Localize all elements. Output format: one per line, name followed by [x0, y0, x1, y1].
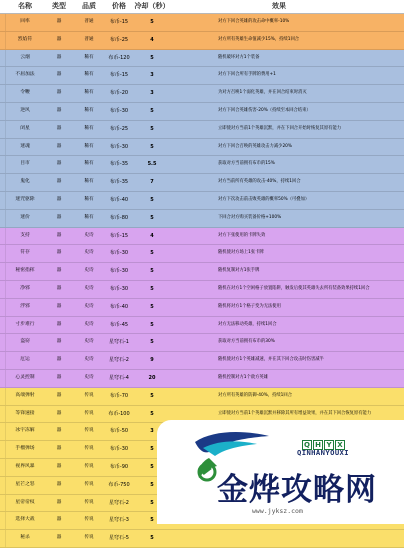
item-quality: 稀有 — [84, 72, 94, 78]
table-row — [0, 334, 404, 352]
item-quality: 传说 — [84, 535, 94, 541]
item-cooldown: 3 — [150, 428, 154, 435]
item-cooldown: 5 — [150, 250, 154, 257]
item-cooldown: 3 — [150, 72, 154, 79]
item-type: 器 — [56, 374, 62, 380]
item-type: 器 — [56, 250, 62, 256]
item-quality: 稀有 — [84, 125, 94, 131]
table-row — [0, 299, 404, 317]
item-type: 器 — [56, 107, 62, 113]
item-effect: 对方下回合所有手牌的费用+1 — [218, 72, 276, 78]
item-price: 布币-25 — [109, 125, 129, 132]
item-name: 逆风 — [20, 107, 30, 113]
item-effect: 随机破坏对方1个装备 — [218, 54, 260, 60]
item-name: 浮邪 — [20, 303, 30, 309]
item-name: 烈焰符 — [17, 36, 33, 42]
item-quality: 传说 — [84, 428, 94, 434]
item-name: 鬼化 — [20, 179, 30, 185]
item-quality: 传说 — [84, 499, 94, 505]
item-effect: 为对方召唤1个弱化英雄，并在回合结束时消灭 — [218, 90, 307, 96]
item-type: 器 — [56, 143, 62, 149]
item-quality: 稀有 — [84, 107, 94, 113]
item-quality: 稀有 — [84, 179, 94, 185]
item-effect: 对方无法移动英雄，持续1回合 — [218, 321, 277, 327]
item-name: 目市 — [20, 161, 30, 167]
item-name: 支持 — [20, 232, 30, 238]
item-effect — [212, 530, 404, 547]
item-price: 布币-30 — [109, 268, 129, 275]
item-type: 器 — [56, 72, 62, 78]
item-cooldown: 5 — [150, 392, 154, 399]
item-cooldown: 5 — [150, 517, 154, 524]
watermark-tag: Q H Y X — [302, 432, 372, 444]
table-row — [0, 174, 404, 192]
item-type: 器 — [56, 179, 62, 185]
item-name: 心灵控制 — [15, 374, 35, 380]
item-price: 布币-15 — [109, 232, 129, 239]
item-quality: 传说 — [84, 463, 94, 469]
item-effect: 对方所有英雄的防御-40%，持续1回合 — [218, 392, 292, 398]
table-row — [0, 210, 404, 228]
header-type: 类型 — [52, 2, 66, 10]
watermark-title: 金烨攻略网 — [217, 472, 377, 508]
item-quality: 稀有 — [84, 214, 94, 220]
item-type: 器 — [56, 36, 62, 42]
item-price: 星穹石-3 — [109, 517, 129, 524]
table-row — [0, 14, 404, 32]
item-cooldown: 5 — [150, 303, 154, 310]
item-type: 器 — [56, 463, 62, 469]
item-name: 手榴弹场 — [15, 446, 35, 452]
item-quality: 稀有 — [84, 196, 94, 202]
item-name: 选择大战 — [15, 517, 35, 523]
table-row — [0, 32, 404, 50]
item-quality: 史诗 — [84, 374, 94, 380]
item-effect: 下回合对方购买装备价格+100% — [218, 214, 282, 220]
item-price: 星穹石-5 — [109, 535, 129, 542]
item-effect: 随机控制对方1个敌方英雄 — [218, 374, 268, 380]
item-type: 器 — [56, 285, 62, 291]
item-price: 布币-30 — [109, 143, 129, 150]
item-name: 高端弹射 — [15, 392, 35, 398]
item-type: 器 — [56, 428, 62, 434]
item-effect: 对方下张使用的卡牌失效 — [218, 232, 266, 238]
item-price: 布币-30 — [109, 285, 129, 292]
item-cooldown: 5 — [150, 463, 154, 470]
item-price: 布币-35 — [109, 161, 129, 168]
watermark-subtitle: QINHANYOUXI — [297, 448, 349, 457]
item-cooldown: 5 — [150, 285, 154, 292]
item-price: 布币-120 — [108, 54, 130, 61]
item-cooldown: 5 — [150, 446, 154, 453]
item-cooldown: 4 — [150, 36, 154, 43]
item-name: 令鞭 — [20, 90, 30, 96]
item-cooldown: 20 — [148, 374, 156, 381]
item-quality: 传说 — [84, 517, 94, 523]
item-name: 星芒之怒 — [15, 481, 35, 487]
item-name: 闭星 — [20, 125, 30, 131]
item-type: 器 — [56, 232, 62, 238]
table-row — [0, 85, 404, 103]
item-effect: 对方下次攻击前击败英雄的概率50%（可叠加） — [218, 196, 310, 202]
item-name: 不屈加法 — [15, 72, 35, 78]
table-row — [0, 67, 404, 85]
item-price: 布币-70 — [109, 392, 129, 399]
item-quality: 史诗 — [84, 357, 94, 363]
item-price: 布币-90 — [109, 463, 129, 470]
table-row — [0, 156, 404, 174]
item-cooldown: 5 — [150, 499, 154, 506]
table-row — [0, 263, 404, 281]
table-row — [0, 317, 404, 335]
item-quality: 传说 — [84, 481, 94, 487]
item-price: 布币-80 — [109, 214, 129, 221]
item-name: 迷魂 — [20, 143, 30, 149]
item-name: 迷咒驱除 — [15, 196, 35, 202]
item-price: 布币-35 — [109, 179, 129, 186]
item-cooldown: 5 — [150, 481, 154, 488]
item-type: 器 — [56, 481, 62, 487]
table-row — [0, 530, 404, 548]
item-cooldown: 5 — [150, 268, 154, 275]
item-name: 符存 — [20, 250, 30, 256]
table-row — [0, 352, 404, 370]
item-quality: 史诗 — [84, 321, 94, 327]
item-price: 布币-25 — [109, 36, 129, 43]
item-type: 器 — [56, 161, 62, 167]
item-effect: 对方下回合英雄的攻击命中概率-10% — [218, 19, 290, 24]
item-quality: 稀有 — [84, 90, 94, 96]
item-name: 回率 — [20, 19, 30, 24]
header-cooldown: 冷却（秒） — [134, 2, 170, 10]
item-type: 器 — [56, 125, 62, 131]
item-cooldown: 5 — [150, 410, 154, 417]
item-effect: 随机复制对方1张手牌 — [218, 268, 260, 274]
item-type: 器 — [56, 321, 62, 327]
table-row — [0, 103, 404, 121]
item-cooldown: 5 — [150, 339, 154, 346]
item-name: 迷价 — [20, 214, 30, 220]
item-effect: 获取对方当前拥有布币的30% — [218, 339, 275, 345]
table-row — [0, 228, 404, 246]
header-price: 价格 — [112, 2, 126, 10]
item-price: 布币-15 — [109, 19, 129, 25]
item-effect: 对方当前所有英雄的攻击-40%，持续1回合 — [218, 179, 301, 185]
item-name: 秘密指挥 — [15, 268, 35, 274]
item-price: 布币-30 — [109, 107, 129, 114]
item-effect: 随机使对方场上1张卡牌 — [218, 250, 264, 256]
item-price: 布币-100 — [108, 410, 130, 417]
watermark-url: www.jyksz.com — [252, 507, 303, 515]
item-effect: 对方下回合召唤的英雄攻击力减少20% — [218, 143, 293, 149]
table-row — [0, 388, 404, 406]
item-effect: 随机在对方1个空闲格子放置陷阱，触发后使其英雄失去所有装备效果持续1回合 — [218, 285, 370, 291]
item-cooldown: 7 — [150, 179, 154, 186]
item-price: 布币-30 — [109, 446, 129, 453]
item-name: 等锋速接 — [15, 410, 35, 416]
item-type: 器 — [56, 392, 62, 398]
item-price: 布币-750 — [108, 481, 130, 488]
item-quality: 传说 — [84, 410, 94, 416]
item-quality: 普通 — [84, 36, 94, 42]
item-cooldown: 5.5 — [147, 161, 157, 168]
item-quality: 普通 — [84, 19, 94, 24]
item-name: 星帝帝权 — [15, 499, 35, 505]
item-type: 器 — [56, 357, 62, 363]
item-price: 星穹石-4 — [109, 374, 129, 381]
item-quality: 稀有 — [84, 54, 94, 60]
item-quality: 史诗 — [84, 232, 94, 238]
item-type: 器 — [56, 446, 62, 452]
item-price: 布币-30 — [109, 250, 129, 257]
item-cooldown: 3 — [150, 90, 154, 97]
item-cooldown: 5 — [150, 214, 154, 221]
item-quality: 史诗 — [84, 285, 94, 291]
item-quality: 史诗 — [84, 339, 94, 345]
item-type: 器 — [56, 535, 62, 541]
item-price: 布币-20 — [109, 90, 129, 97]
item-type: 器 — [56, 410, 62, 416]
table-row — [0, 50, 404, 68]
item-effect: 对方所有英雄生命值减少15%，持续1回合 — [218, 36, 300, 42]
item-effect: 对方下回合英雄伤害-20%（持续至本回合结束） — [218, 107, 311, 113]
item-name: 盗窃 — [20, 339, 30, 345]
item-quality: 史诗 — [84, 268, 94, 274]
item-price: 布币-15 — [109, 72, 129, 79]
item-name: 净邪 — [20, 285, 30, 291]
item-cooldown: 5 — [150, 107, 154, 114]
item-type: 器 — [56, 19, 62, 24]
header-quality: 品质 — [82, 2, 96, 10]
item-quality: 稀有 — [84, 161, 94, 167]
item-type: 器 — [56, 517, 62, 523]
item-price: 星穹石-2 — [109, 357, 129, 364]
item-quality: 史诗 — [84, 250, 94, 256]
item-price: 星穹石-2 — [109, 499, 129, 506]
item-effect: 获取对方当前拥有布币的15% — [218, 161, 275, 167]
item-price: 布币-40 — [109, 303, 129, 310]
item-price: 布币-45 — [109, 321, 129, 328]
item-type: 器 — [56, 339, 62, 345]
item-quality: 史诗 — [84, 303, 94, 309]
table-row — [0, 121, 404, 139]
item-cooldown: 5 — [150, 143, 154, 150]
item-type: 器 — [56, 54, 62, 60]
table-row — [0, 139, 404, 157]
item-type: 器 — [56, 196, 62, 202]
item-effect: 随机使对方1个英雄减速，并在其下回合攻击时伤害减半 — [218, 357, 324, 363]
item-effect: 立即使对方当前1个英雄沉默并移除其所有增益效果，并在其下回合恢复原有能力 — [218, 410, 372, 416]
table-row — [0, 370, 404, 388]
table-row — [0, 281, 404, 299]
item-cooldown: 9 — [150, 357, 154, 364]
item-effect: 立即使对方当前1个英雄沉默，并在下回合开始时恢复其原有能力 — [218, 125, 342, 131]
header-name: 名称 — [18, 2, 32, 10]
item-cooldown: 5 — [150, 54, 154, 61]
watermark-logo — [157, 420, 404, 524]
item-name: 冰宇冻解 — [15, 428, 35, 434]
item-cooldown: 5 — [150, 196, 154, 203]
item-price: 布币-40 — [109, 196, 129, 203]
item-quality: 传说 — [84, 392, 94, 398]
table-header — [0, 0, 404, 14]
item-cooldown: 5 — [150, 535, 154, 542]
header-effect: 效果 — [272, 2, 286, 10]
item-name: 云烟 — [20, 54, 30, 60]
item-type: 器 — [56, 499, 62, 505]
item-quality: 稀有 — [84, 143, 94, 149]
item-cooldown: 4 — [150, 232, 154, 239]
item-type: 器 — [56, 90, 62, 96]
item-cooldown: 5 — [150, 321, 154, 328]
item-type: 器 — [56, 214, 62, 220]
item-name: 视界风暴 — [15, 463, 35, 469]
table-row — [0, 192, 404, 210]
item-effect: 随机将对方1个格子变为无法使用 — [218, 303, 281, 309]
item-name: 秘杀 — [20, 535, 30, 541]
item-cooldown: 5 — [150, 125, 154, 132]
item-price: 星穹石-1 — [109, 339, 129, 346]
table-row — [0, 245, 404, 263]
item-type: 器 — [56, 268, 62, 274]
item-name: 厄运 — [20, 357, 30, 363]
item-quality: 传说 — [84, 446, 94, 452]
item-type: 器 — [56, 303, 62, 309]
item-cooldown: 5 — [150, 19, 154, 25]
item-price: 布币-50 — [109, 428, 129, 435]
item-name: 寸步难行 — [15, 321, 35, 327]
